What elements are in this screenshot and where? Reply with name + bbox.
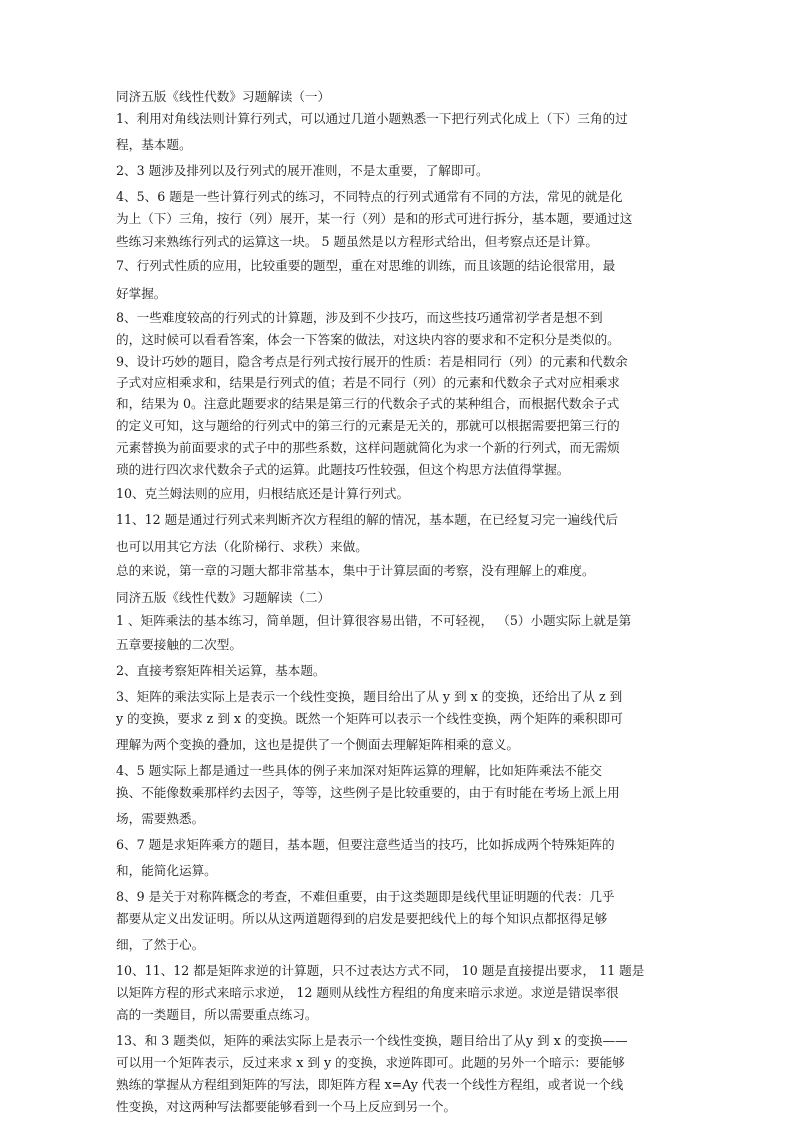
text-line: 性变换，对这两种写法都要能够看到一个马上反应到另一个。 bbox=[116, 1099, 457, 1114]
text-line: 以矩阵方程的形式来暗示求逆， 12 题则从线性方程组的角度来暗示求逆。求逆是错误率很 bbox=[116, 985, 619, 1000]
text-line: 3、矩阵的乘法实际上是表示一个线性变换，题目给出了从 y 到 x 的变换，还给出了从 z 到 bbox=[116, 689, 623, 704]
text-line: 场，需要熟悉。 bbox=[116, 811, 205, 826]
text-line: 换、不能像数乘那样约去因子，等等，这些例子是比较重要的，由于有时能在考场上派上用 bbox=[116, 785, 620, 800]
text-line: 琐的进行四次求代数余子式的运算。此题技巧性较强，但这个构思方法值得掌握。 bbox=[116, 462, 570, 477]
text-line: 7、行列式性质的应用，比较重要的题型，重在对思维的训练，而且该题的结论很常用，最 bbox=[116, 258, 616, 273]
text-line: 熟练的掌握从方程组到矩阵的写法，即矩阵方程 x=Ay 代表一个线性方程组，或者说一个线 bbox=[116, 1077, 624, 1092]
text-line: 1、利用对角线法则计算行列式，可以通过几道小题熟悉一下把行列式化成上（下）三角的过 bbox=[116, 111, 628, 126]
text-line: 1 、矩阵乘法的基本练习，简单题，但计算很容易出错，不可轻视， （5）小题实际上就是第 bbox=[116, 613, 632, 628]
text-line: 9、设计巧妙的题目，隐含考点是行列式按行展开的性质：若是相同行（列）的元素和代数余 bbox=[116, 354, 628, 369]
text-line: 好掌握。 bbox=[116, 286, 167, 301]
text-line: 4、5 题实际上都是通过一些具体的例子来加深对矩阵运算的理解，比如矩阵乘法不能交 bbox=[116, 763, 602, 778]
text-line: 和，能简化运算。 bbox=[116, 863, 217, 878]
text-line: 的，这时候可以看看答案，体会一下答案的做法，对这块内容的要求和不定积分是类似的。 bbox=[116, 332, 620, 347]
text-line: 细，了然于心。 bbox=[116, 937, 205, 952]
text-line: 4、5、6 题是一些计算行列式的练习，不同特点的行列式通常有不同的方法，常见的就是化 bbox=[116, 189, 623, 204]
section-heading-1: 同济五版《线性代数》习题解读（一） bbox=[116, 89, 331, 104]
text-line: 13、和 3 题类似，矩阵的乘法实际上是表示一个线性变换，题目给出了从y 到 x 的变换—— bbox=[116, 1033, 628, 1048]
text-line: 为上（下）三角，按行（列）展开，某一行（列）是和的形式可进行拆分，基本题，要通过这 bbox=[116, 211, 633, 226]
text-line: 10、克兰姆法则的应用，归根结底还是计算行列式。 bbox=[116, 486, 410, 501]
text-line: y 的变换，要求 z 到 x 的变换。既然一个矩阵可以表示一个线性变换，两个矩阵的乘积即可 bbox=[116, 711, 623, 726]
text-line: 8、9 是关于对称阵概念的考查，不难但重要，由于这类题即是线代里证明题的代表：几乎 bbox=[116, 889, 615, 904]
text-line: 和，结果为 0。注意此题要求的结果是第三行的代数余子式的某种组合，而根据代数余子式 bbox=[116, 396, 620, 411]
text-line: 2、3 题涉及排列以及行列式的展开准则，不是太重要，了解即可。 bbox=[116, 163, 489, 178]
text-line: 8、一些难度较高的行列式的计算题，涉及到不少技巧，而这些技巧通常初学者是想不到 bbox=[116, 310, 603, 325]
text-line: 高的一类题目，所以需要重点练习。 bbox=[116, 1007, 318, 1022]
text-line: 子式对应相乘求和，结果是行列式的值；若是不同行（列）的元素和代数余子式对应相乘求 bbox=[116, 375, 620, 390]
text-line: 2、直接考察矩阵相关运算，基本题。 bbox=[116, 663, 326, 678]
text-line: 元素替换为前面要求的式子中的那些系数，这样问题就简化为求一个新的行列式，而无需烦 bbox=[116, 440, 620, 455]
text-line: 11、12 题是通过行列式来判断齐次方程组的解的情况，基本题，在已经复习完一遍线代后 bbox=[116, 512, 619, 527]
section-heading-2: 同济五版《线性代数》习题解读（二） bbox=[116, 590, 331, 605]
text-line: 都要从定义出发证明。所以从这两道题得到的启发是要把线代上的每个知识点都抠得足够 bbox=[116, 911, 608, 926]
text-line: 程，基本题。 bbox=[116, 137, 192, 152]
text-line: 10、11、12 都是矩阵求逆的计算题，只不过表达方式不同， 10 题是直接提出要求， 11 题是 bbox=[116, 963, 645, 978]
text-line: 6、7 题是求矩阵乘方的题目，基本题，但要注意些适当的技巧，比如拆成两个特殊矩阵的 bbox=[116, 837, 615, 852]
text-line: 的定义可知，这与题给的行列式中的第三行的元素是无关的，那就可以根据需要把第三行的 bbox=[116, 418, 620, 433]
text-line: 也可以用其它方法（化阶梯行、求秩）来做。 bbox=[116, 539, 368, 554]
text-line: 总的来说，第一章的习题大都非常基本，集中于计算层面的考察，没有理解上的难度。 bbox=[116, 563, 595, 578]
text-line: 些练习来熟练行列式的运算这一块。 5 题虽然是以方程形式给出，但考察点还是计算。 bbox=[116, 234, 598, 249]
text-line: 理解为两个变换的叠加，这也是提供了一个侧面去理解矩阵相乘的意义。 bbox=[116, 737, 519, 752]
text-line: 可以用一个矩阵表示，反过来求 x 到 y 的变换，求逆阵即可。此题的另外一个暗示：要能够 bbox=[116, 1055, 625, 1070]
text-line: 五章要接触的二次型。 bbox=[116, 637, 242, 652]
